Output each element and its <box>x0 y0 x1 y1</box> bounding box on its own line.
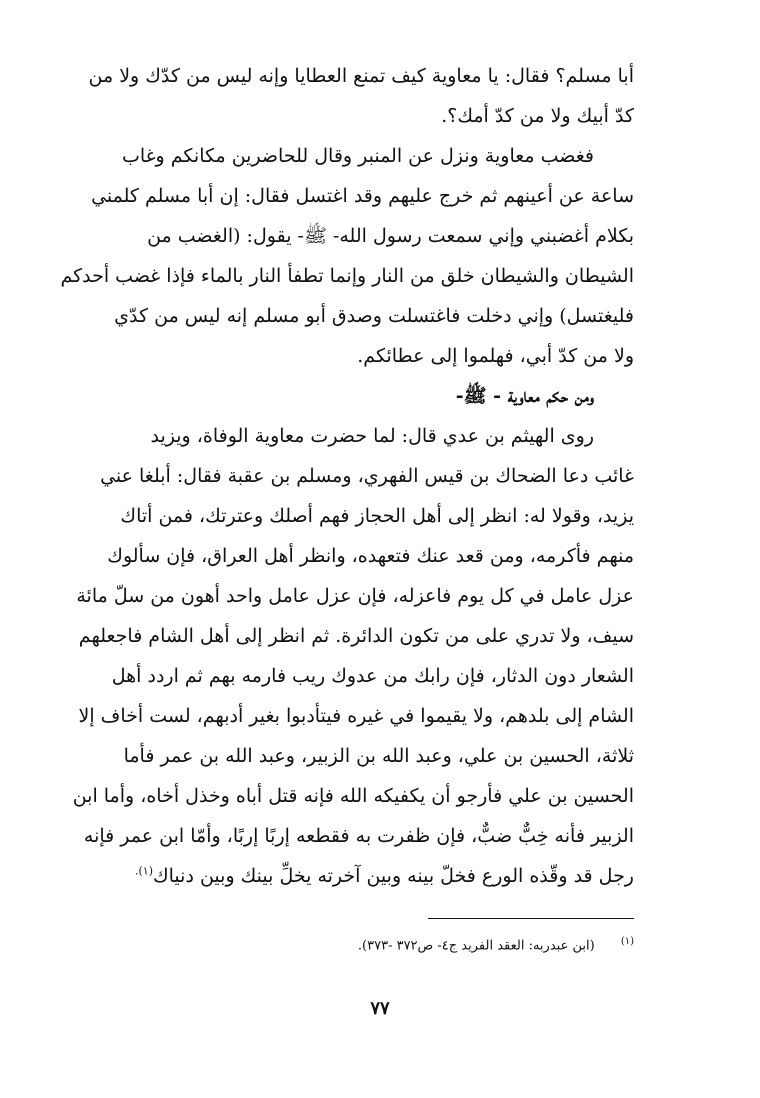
footnote-reference[interactable]: (١). <box>134 864 153 878</box>
text-line: غائب دعا الضحاك بن قيس الفهري، ومسلم بن عقبة فقال: أبلغا عني <box>100 465 634 487</box>
text-line: فغضب معاوية ونزل عن المنبر وقال للحاضرين مكانكم وغاب <box>121 145 594 167</box>
footnote <box>140 932 634 956</box>
text-line: فليغتسل) وإني دخلت فاغتسلت وصدق أبو مسلم إنه ليس من كدّي <box>114 305 634 327</box>
text-line: الشعار دون الدثار، فإن رابك من عدوك ريب فارمه بهم ثم اردد أهل <box>111 665 634 687</box>
text-line: يزيد، وقولا له: انظر إلى أهل الحجاز فهم أصلك وعترتك، فمن أتاك <box>120 505 634 527</box>
text-line: الشام إلى بلدهم، ولا يقيموا في غيره فيتأدبوا بغير أدبهم، لست أخاف إلا <box>78 705 634 727</box>
text-line: الزبير فأنه خِبٌّ ضبٌّ، فإن ظفرت به فقطعه إربًا إربًا، وأمّا ابن عمر فإنه <box>83 825 634 847</box>
text-line: الشيطان والشيطان خلق من النار وإنما تطفأ النار بالماء فإذا غضب أحدكم <box>60 265 634 287</box>
footnote-marker: (١) <box>620 936 634 947</box>
text-line: أبا مسلم؟ فقال: يا معاوية كيف تمنع العطايا وإنه ليس من كدّك ولا من <box>88 65 634 87</box>
text-line: الحسين بن علي فأرجو أن يكفيكه الله فإنه قتل أباه وخذل أخاه، وأما ابن <box>72 785 634 807</box>
footnote-separator <box>428 918 634 919</box>
text-line: عزل عامل في كل يوم فاعزله، فإن عزل عامل واحد أهون من سلّ مائة <box>76 585 634 607</box>
main-text <box>60 56 634 896</box>
footnote-text: (ابن عبدربه: العقد الفريد ج٤- ص٣٧٢ -٣٧٣). <box>357 938 595 954</box>
text-line: ساعة عن أعينهم ثم خرج عليهم وقد اغتسل فقال: إن أبا مسلم كلمني <box>91 185 634 207</box>
text-line: بكلام أغضبني وإني سمعت رسول الله- ﷺ- يقول: (الغضب من <box>147 225 634 247</box>
text-line-last <box>128 856 634 896</box>
section-heading: ومن حكم معاوية - ﷺ- <box>455 385 594 407</box>
text-line: ثلاثة، الحسين بن علي، وعبد الله بن الزبير، وعبد الله بن عمر فأما <box>123 745 634 767</box>
text-line: منهم فأكرمه، ومن قعد عنك فتعهده، وانظر أهل العراق، فإن سألوك <box>107 545 634 567</box>
text-line: كدّ أبيك ولا من كدّ أمك؟. <box>441 105 634 127</box>
text-line: ولا من كدّ أبي، فهلموا إلى عطائكم. <box>357 345 634 367</box>
text-line: روى الهيثم بن عدي قال: لما حضرت معاوية الوفاة، ويزيد <box>150 425 594 447</box>
page-number: ٧٧ <box>370 998 390 1019</box>
text-line: سيف، ولا تدري على من تكون الدائرة. ثم انظر إلى أهل الشام فاجعلهم <box>78 625 634 647</box>
text-line-content: رجل قد وقّذه الورع فخلّ بينه وبين آخرته يخلِّ بينك وبين دنياك <box>152 865 634 887</box>
